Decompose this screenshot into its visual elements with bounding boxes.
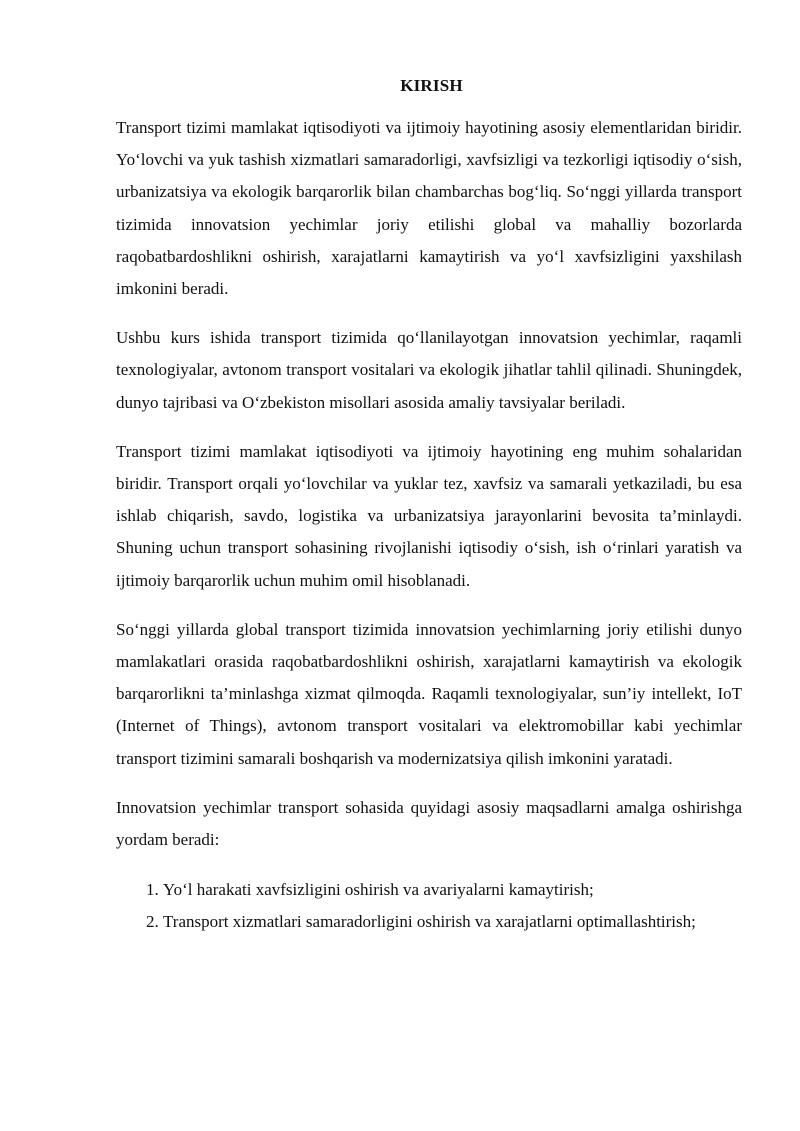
goals-list	[116, 874, 742, 938]
section-title: KIRISH	[400, 76, 463, 95]
document-page	[116, 0, 742, 939]
paragraph-course-scope: Ushbu kurs ishida transport tizimida qo‘llanilayotgan innovatsion yechimlar, raqamli texnologiyalar, avtonom transport vositalari va ekologik jihatlar tahlil qilinadi. Shuningdek, dunyo tajribasi va O‘zbekiston misollari asosida amaliy tavsiyalar beriladi.	[116, 328, 742, 412]
list-item: 1. Yo‘l harakati xavfsizligini oshirish va avariyalarni kamaytirish;	[163, 874, 742, 906]
paragraph-intro: Transport tizimi mamlakat iqtisodiyoti va ijtimoiy hayotining asosiy elementlaridan biridir. Yo‘lovchi va yuk tashish xizmatlari samaradorligi, xavfsizligi va tezkorligi iqtisodiy o‘sish, urbanizatsiya va ekologik barqarorlik bilan chambarchas bog‘liq. So‘nggi yillarda transport tizimida innovatsion yechimlar joriy etilishi global va mahalliy bozorlarda raqobatbardoshlikni oshirish, xarajatlarni kamaytirish va yo‘l xavfsizligini yaxshilash imkonini beradi.	[116, 118, 742, 299]
paragraph-goals-lead: Innovatsion yechimlar transport sohasida quyidagi asosiy maqsadlarni amalga oshirishga yordam beradi:	[116, 797, 742, 850]
paragraph-global-innovation: So‘nggi yillarda global transport tizimida innovatsion yechimlarning joriy etilishi dunyo mamlakatlari orasida raqobatbardoshlikni oshirish, xarajatlarni kamaytirish va ekologik barqarorlikni ta’minlashga xizmat qilmoqda. Raqamli texnologiyalar, sun’iy intellekt, IoT (Internet of Things), avtonom transport vositalari va elektromobillar kabi yechimlar transport tizimini samarali boshqarish va modernizatsiya qilish imkonini yaratadi.	[116, 619, 742, 768]
paragraph-transport-importance: Transport tizimi mamlakat iqtisodiyoti va ijtimoiy hayotining eng muhim sohalaridan biridir. Transport orqali yo‘lovchilar va yuklar tez, xavfsiz va samarali yetkaziladi, bu esa ishlab chiqarish, savdo, logistika va urbanizatsiya jarayonlarini bevosita ta’minlaydi. Shuning uchun transport sohasining rivojlanishi iqtisodiy o‘sish, ish o‘rinlari yaratish va ijtimoiy barqarorlik uchun muhim omil hisoblanadi.	[116, 441, 742, 590]
list-item: 2. Transport xizmatlari samaradorligini oshirish va xarajatlarni optimallashtirish;	[163, 906, 742, 938]
